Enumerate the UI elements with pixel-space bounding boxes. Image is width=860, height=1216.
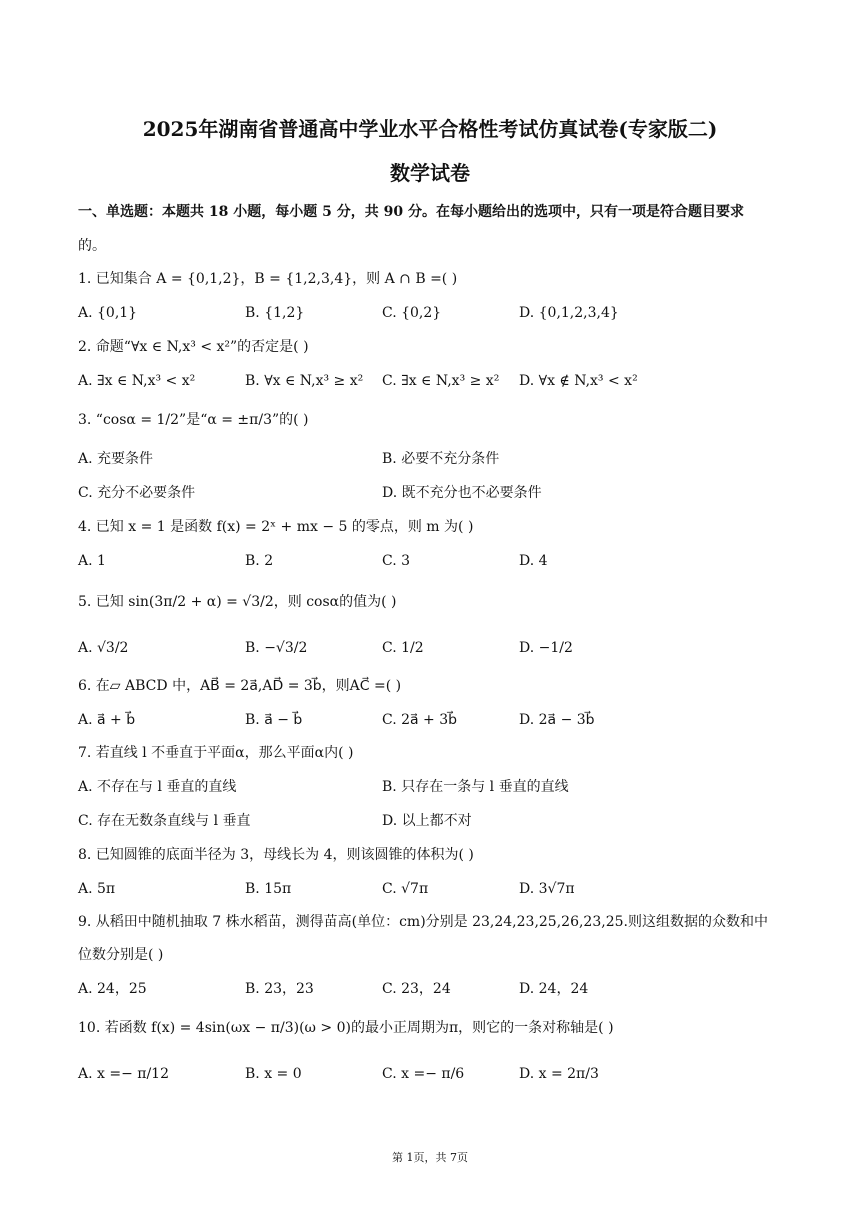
q1-option-d: D. {0,1,2,3,4} xyxy=(519,305,619,321)
q5-option-c: C. 1/2 xyxy=(382,640,424,656)
question-7-stem: 7. 若直线 l 不垂直于平面α，那么平面α内( ) xyxy=(78,745,354,761)
q4-option-c: C. 3 xyxy=(382,553,411,569)
q10-option-b: B. x = 0 xyxy=(245,1066,302,1082)
q3-option-d: D. 既不充分也不必要条件 xyxy=(382,485,542,501)
section-heading: 一、单选题：本题共 18 小题，每小题 5 分，共 90 分。在每小题给出的选项中，只有一项是符合题目要求 xyxy=(78,204,744,220)
question-8-stem: 8. 已知圆锥的底面半径为 3，母线长为 4，则该圆锥的体积为( ) xyxy=(78,847,474,863)
q10-option-c: C. x =− π/6 xyxy=(382,1066,465,1082)
q8-option-d: D. 3√7π xyxy=(519,881,575,897)
q6-option-a: A. a⃗ + b⃗ xyxy=(78,712,136,728)
q1-option-c: C. {0,2} xyxy=(382,305,442,321)
question-4-stem: 4. 已知 x = 1 是函数 f(x) = 2ˣ + mx − 5 的零点，则 m 为( ) xyxy=(78,519,474,535)
q9-option-c: C. 23，24 xyxy=(382,981,451,997)
q4-option-d: D. 4 xyxy=(519,553,548,569)
q3-option-a: A. 充要条件 xyxy=(78,451,154,467)
q4-option-b: B. 2 xyxy=(245,553,274,569)
q10-option-a: A. x =− π/12 xyxy=(78,1066,169,1082)
q7-option-d: D. 以上都不对 xyxy=(382,813,472,829)
q2-option-b: B. ∀x ∈ N,x³ ≥ x² xyxy=(245,373,364,389)
q9-option-d: D. 24，24 xyxy=(519,981,589,997)
section-heading-cont: 的。 xyxy=(78,238,106,254)
question-3-stem: 3. “cosα = 1/2”是“α = ±π/3”的( ) xyxy=(78,412,309,428)
q9-option-b: B. 23，23 xyxy=(245,981,314,997)
q5-option-b: B. −√3/2 xyxy=(245,640,308,656)
q7-option-a: A. 不存在与 l 垂直的直线 xyxy=(78,779,237,795)
q7-option-b: B. 只存在一条与 l 垂直的直线 xyxy=(382,779,569,795)
q1-option-b: B. {1,2} xyxy=(245,305,305,321)
question-10-stem: 10. 若函数 f(x) = 4sin(ωx − π/3)(ω > 0)的最小正周期为π，则它的一条对称轴是( ) xyxy=(78,1020,614,1036)
q4-option-a: A. 1 xyxy=(78,553,106,569)
question-1-stem: 1. 已知集合 A = {0,1,2}，B = {1,2,3,4}，则 A ∩ B =( ) xyxy=(78,271,458,287)
q6-option-d: D. 2a⃗ − 3b⃗ xyxy=(519,712,595,728)
q2-option-d: D. ∀x ∉ N,x³ < x² xyxy=(519,373,638,389)
question-9-stem: 9. 从稻田中随机抽取 7 株水稻苗，测得苗高(单位：cm)分别是 23,24,23,25,26,23,25.则这组数据的众数和中 xyxy=(78,914,768,930)
q2-option-a: A. ∃x ∈ N,x³ < x² xyxy=(78,373,196,389)
question-2-stem: 2. 命题“∀x ∈ N,x³ < x²”的否定是( ) xyxy=(78,339,309,355)
q3-option-c: C. 充分不必要条件 xyxy=(78,485,196,501)
question-5-stem: 5. 已知 sin(3π/2 + α) = √3/2，则 cosα的值为( ) xyxy=(78,594,397,610)
q8-option-a: A. 5π xyxy=(78,881,116,897)
question-9-stem-cont: 位数分别是( ) xyxy=(78,947,164,963)
q5-option-a: A. √3/2 xyxy=(78,640,129,656)
page-footer: 第 1页，共 7页 xyxy=(392,1151,468,1164)
q6-option-c: C. 2a⃗ + 3b⃗ xyxy=(382,712,458,728)
q2-option-c: C. ∃x ∈ N,x³ ≥ x² xyxy=(382,373,500,389)
question-6-stem: 6. 在▱ ABCD 中，AB⃗ = 2a⃗,AD⃗ = 3b⃗，则AC⃗ =( ) xyxy=(78,678,402,694)
q5-option-d: D. −1/2 xyxy=(519,640,573,656)
q8-option-c: C. √7π xyxy=(382,881,429,897)
q3-option-b: B. 必要不充分条件 xyxy=(382,451,500,467)
exam-subtitle: 数学试卷 xyxy=(390,161,470,185)
q10-option-d: D. x = 2π/3 xyxy=(519,1066,599,1082)
q1-option-a: A. {0,1} xyxy=(78,305,138,321)
q7-option-c: C. 存在无数条直线与 l 垂直 xyxy=(78,813,251,829)
q8-option-b: B. 15π xyxy=(245,881,292,897)
q6-option-b: B. a⃗ − b⃗ xyxy=(245,712,303,728)
exam-title: 2025年湖南省普通高中学业水平合格性考试仿真试卷(专家版二) xyxy=(142,117,718,141)
q9-option-a: A. 24，25 xyxy=(78,981,147,997)
